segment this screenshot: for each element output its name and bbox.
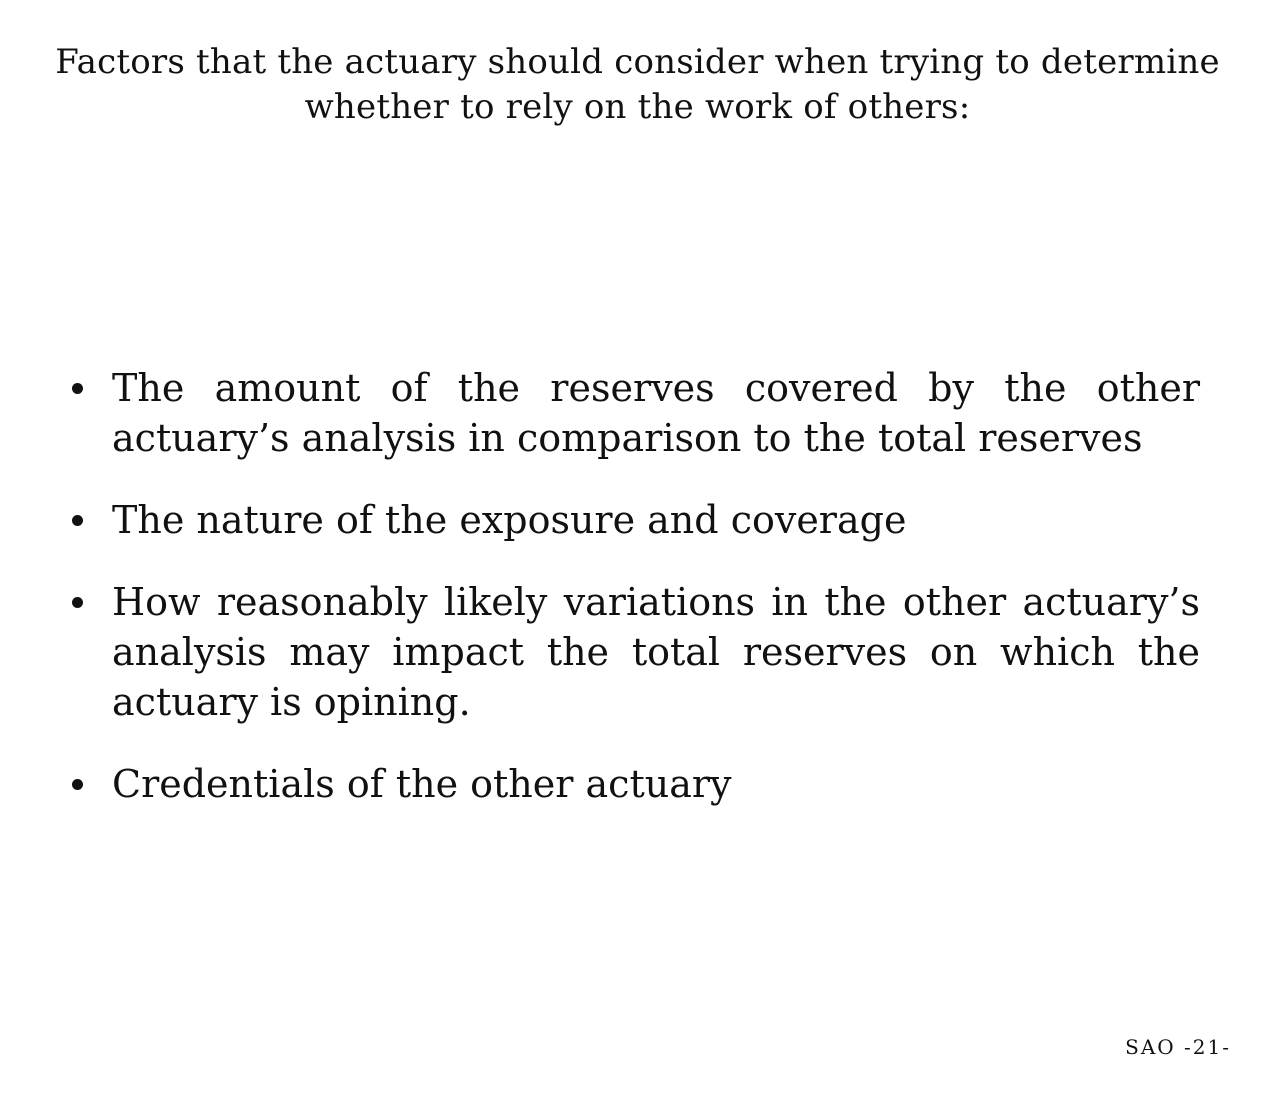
slide-title: Factors that the actuary should consider when trying to determine whether to rely on the work of others: [55, 42, 1220, 127]
list-item-text: Credentials of the other actuary [112, 762, 732, 806]
list-item-text: How reasonably likely variations in the other actuary’s analysis may impact the total reserves on which the actuary is opining. [112, 580, 1200, 724]
list-item [60, 363, 1200, 463]
factor-list [60, 363, 1200, 809]
list-item-text: The amount of the reserves covered by the other actuary’s analysis in comparison to the total reserves [112, 366, 1200, 460]
bullet-icon [72, 779, 83, 790]
list-item-text: The nature of the exposure and coverage [112, 498, 907, 542]
list-item [60, 495, 1200, 545]
bullet-icon [72, 597, 83, 608]
list-item [60, 577, 1200, 727]
bullet-icon [72, 383, 83, 394]
page-footer: SAO -21- [1125, 1035, 1231, 1059]
list-item [60, 759, 1200, 809]
bullet-icon [72, 515, 83, 526]
